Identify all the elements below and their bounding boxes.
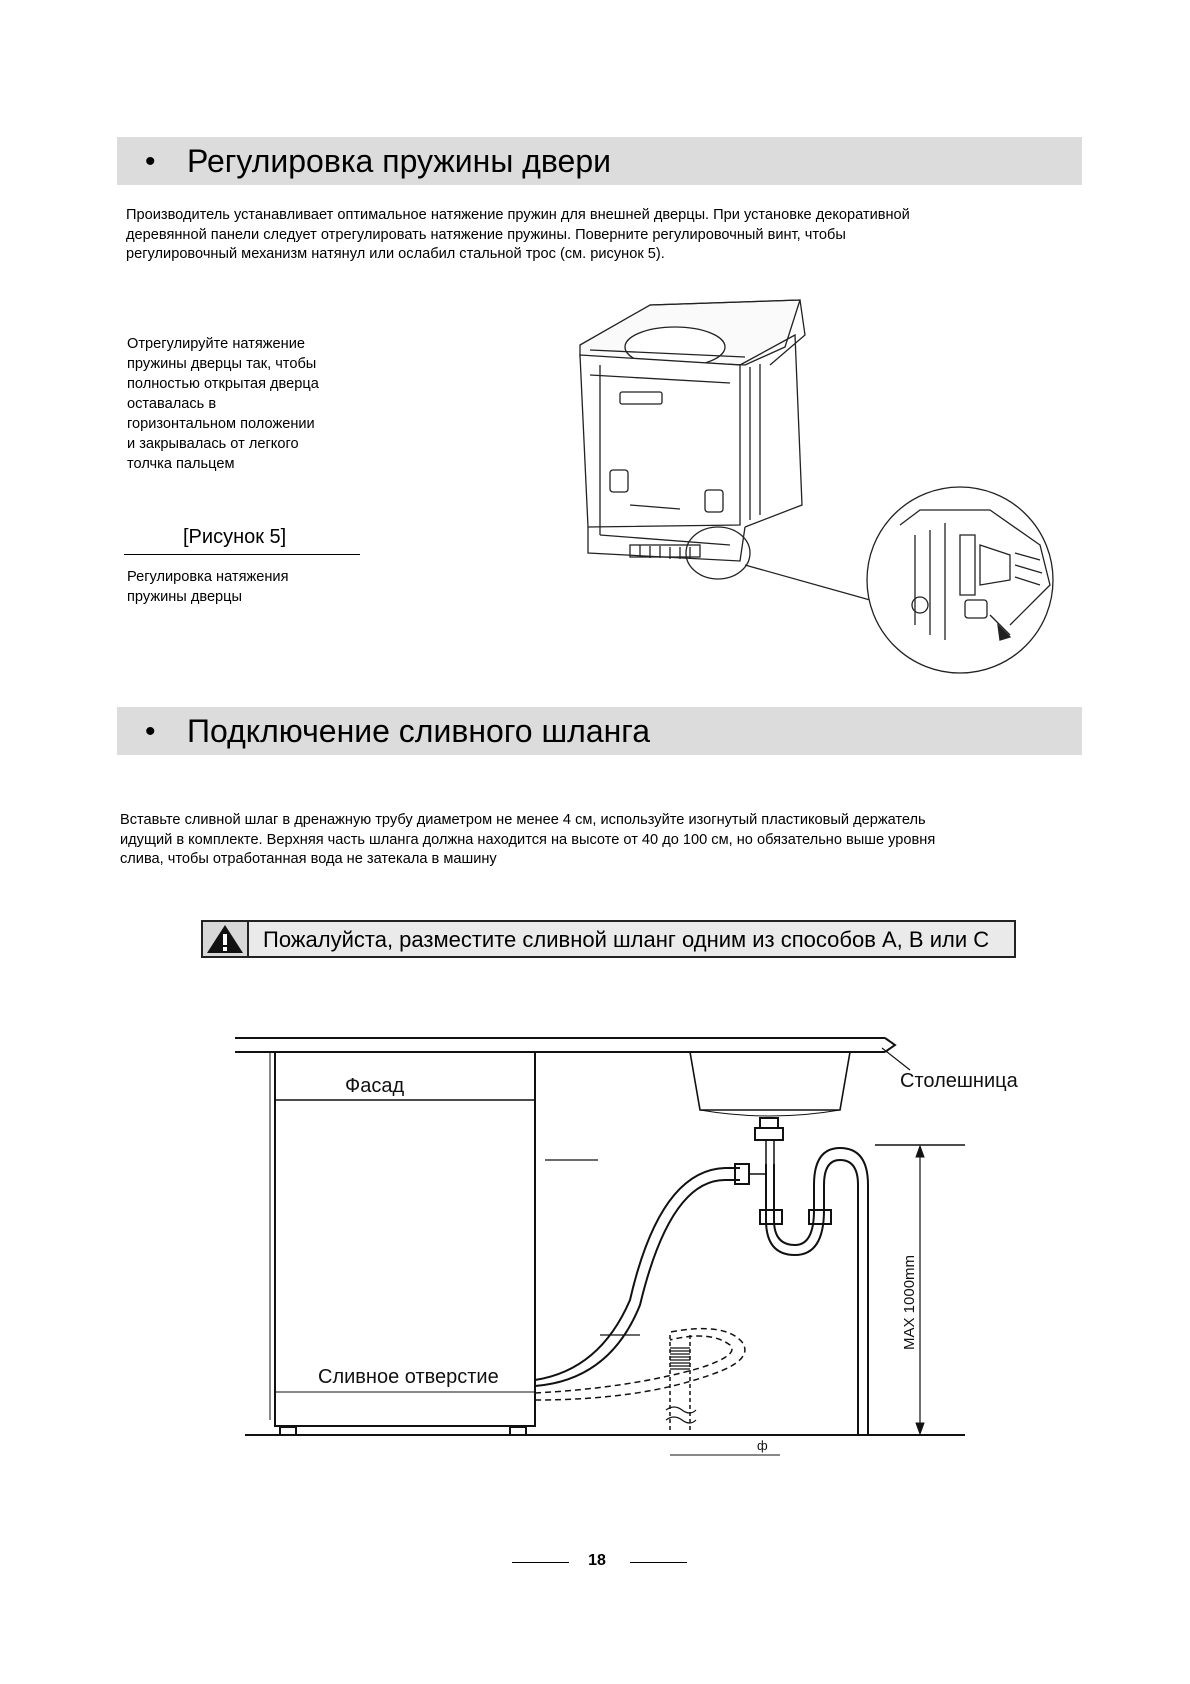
note-line: полностью открытая дверца [127, 376, 319, 392]
note-line: горизонтальном положении [127, 416, 315, 432]
figure-caption [127, 567, 387, 607]
drain-hose-paragraph [120, 811, 1080, 870]
warning-icon [203, 922, 249, 956]
section-header-door-spring [117, 137, 1082, 185]
caption-line: Регулировка натяжения [127, 569, 289, 585]
door-spring-paragraph [126, 206, 1076, 265]
section-bullet: • [145, 715, 156, 748]
section-header-drain-hose [117, 707, 1082, 755]
section-title: Подключение сливного шланга [187, 713, 651, 749]
note-line: Отрегулируйте натяжение [127, 336, 305, 352]
page-number: 18 [588, 1552, 606, 1569]
paragraph-line: Производитель устанавливает оптимальное натяжение пружин для внешней дверцы. При установке декоративной [126, 207, 910, 223]
dishwasher-illustration [570, 295, 1080, 695]
section-bullet: • [145, 145, 156, 178]
adjustment-note [127, 334, 387, 474]
paragraph-line: Вставьте сливной шлаг в дренажную трубу диаметром не менее 4 см, используйте изогнутый пластиковый держатель [120, 812, 926, 828]
paragraph-line: регулировочный механизм натянул или ослабил стальной трос (см. рисунок 5). [126, 246, 665, 262]
paragraph-line: идущий в комплекте. Верхняя часть шланга должна находится на высоте от 40 до 100 см, но обязательно выше уровня [120, 831, 936, 848]
countertop-label: Столешница [900, 1070, 1018, 1092]
note-line: оставалась в [127, 396, 217, 412]
paragraph-line: деревянной панели следует отрегулировать натяжение пружины. Поверните регулировочный винт, чтобы [126, 226, 846, 243]
footer-rule-right [630, 1562, 687, 1563]
figure-label: [Рисунок 5] [183, 526, 287, 548]
caption-line: пружины дверцы [127, 589, 243, 605]
drain-hose-diagram [230, 1030, 1018, 1460]
note-line: толчка пальцем [127, 456, 235, 472]
warning-box [201, 920, 1016, 958]
section-title: Регулировка пружины двери [187, 143, 611, 179]
paragraph-line: слива, чтобы отработанная вода не затекала в машину [120, 851, 497, 867]
facade-label: Фасад [345, 1075, 405, 1097]
figure-label-rule [124, 554, 360, 555]
drain-outlet-label: Сливное отверстие [318, 1366, 499, 1388]
max-height-label: MAX 1000mm [901, 1254, 918, 1350]
sink-basin [690, 1052, 850, 1110]
diameter-symbol: ф [757, 1438, 768, 1453]
footer-rule-left [512, 1562, 569, 1563]
note-line: и закрывалась от легкого [127, 436, 299, 452]
warning-text: Пожалуйста, разместите сливной шланг одним из способов A, B или C [263, 927, 990, 952]
note-line: пружины дверцы так, чтобы [127, 356, 317, 372]
